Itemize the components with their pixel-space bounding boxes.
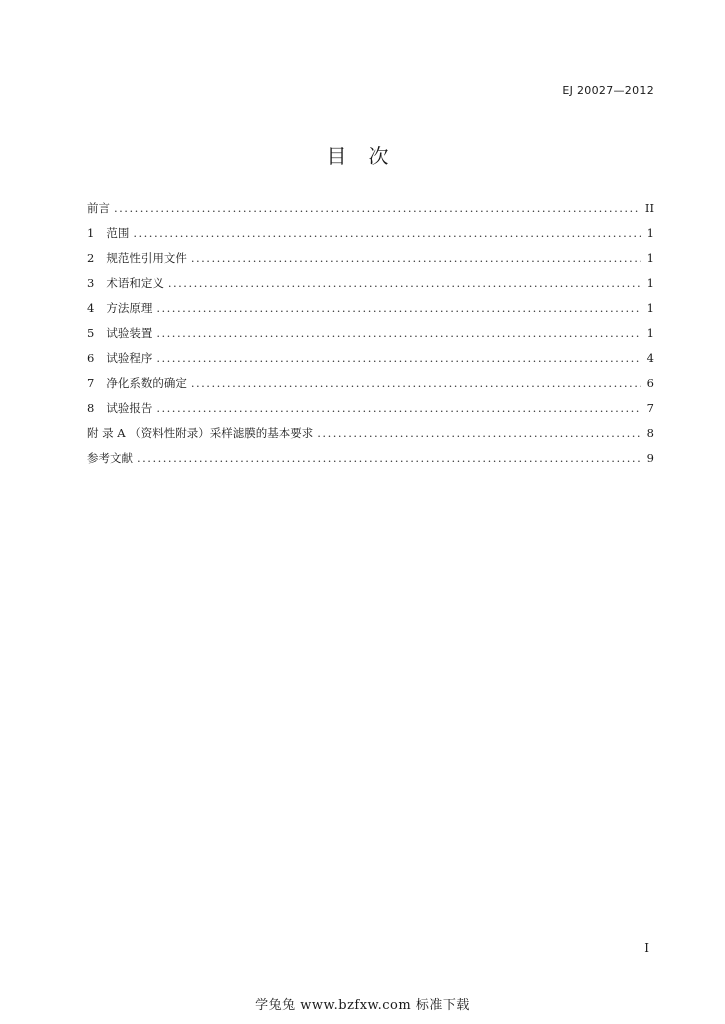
dot-leader [137, 448, 641, 468]
toc-entry-label: 净化系数的确定 [106, 376, 187, 390]
toc-entry-number: 2 [87, 251, 95, 265]
toc-entry-foreword[interactable] [87, 198, 654, 223]
dot-leader [156, 348, 641, 368]
footer-watermark: 学兔兔 www.bzfxw.com 标准下载 [255, 998, 470, 1013]
toc-entry-label: 方法原理 [106, 301, 153, 315]
toc-entry-page: 9 [646, 451, 654, 465]
toc-entry-label: 术语和定义 [106, 276, 164, 290]
toc-entry-number: 5 [87, 326, 95, 340]
toc-entry-page: 7 [646, 401, 654, 415]
dot-leader [114, 198, 640, 218]
toc-entry-number: 6 [87, 351, 95, 365]
dot-leader [168, 273, 641, 293]
toc-entry-bibliography[interactable] [87, 448, 654, 473]
toc-entry-number: 7 [87, 376, 95, 390]
toc-entry-label: 规范性引用文件 [106, 251, 187, 265]
toc-entry-label: 附 录 A （资料性附录）采样滤膜的基本要求 [87, 426, 314, 440]
toc-entry-page: 1 [646, 226, 654, 240]
toc-entry-number: 8 [87, 401, 95, 415]
dot-leader [317, 423, 641, 443]
toc-entry-test-report[interactable] [87, 398, 654, 423]
toc-entry-label: 参考文献 [87, 451, 133, 465]
toc-entry-terms-definitions[interactable] [87, 273, 654, 298]
page-title: 目次 [326, 144, 411, 168]
dot-leader [156, 323, 641, 343]
dot-leader [191, 248, 641, 268]
toc-entry-page: 6 [646, 376, 654, 390]
dot-leader [133, 223, 641, 243]
toc-entry-scope[interactable] [87, 223, 654, 248]
toc-entry-normative-references[interactable] [87, 248, 654, 273]
toc-entry-annex-a[interactable] [87, 423, 654, 448]
toc-entry-method-principle[interactable] [87, 298, 654, 323]
document-code: EJ 20027—2012 [562, 84, 654, 97]
toc-entry-number: 4 [87, 301, 95, 315]
toc-entry-page: 1 [646, 276, 654, 290]
toc-entry-test-apparatus[interactable] [87, 323, 654, 348]
toc-entry-page: 8 [646, 426, 654, 440]
dot-leader [156, 398, 641, 418]
toc-entry-page: 1 [646, 251, 654, 265]
toc-entry-page: II [644, 201, 654, 215]
toc-entry-label: 前言 [87, 201, 110, 215]
dot-leader [191, 373, 641, 393]
page-number: I [644, 941, 649, 955]
toc-entry-label: 试验程序 [106, 351, 153, 365]
dot-leader [156, 298, 641, 318]
toc-entry-number: 3 [87, 276, 95, 290]
toc-entry-number: 1 [87, 226, 95, 240]
toc-entry-test-procedure[interactable] [87, 348, 654, 373]
toc-entry-label: 试验报告 [106, 401, 153, 415]
toc-entry-decontamination-factor[interactable] [87, 373, 654, 398]
toc-entry-page: 4 [646, 351, 654, 365]
toc-entry-page: 1 [646, 301, 654, 315]
toc-entry-page: 1 [646, 326, 654, 340]
table-of-contents [87, 198, 654, 473]
toc-entry-label: 试验装置 [106, 326, 153, 340]
toc-entry-label: 范围 [106, 226, 130, 240]
